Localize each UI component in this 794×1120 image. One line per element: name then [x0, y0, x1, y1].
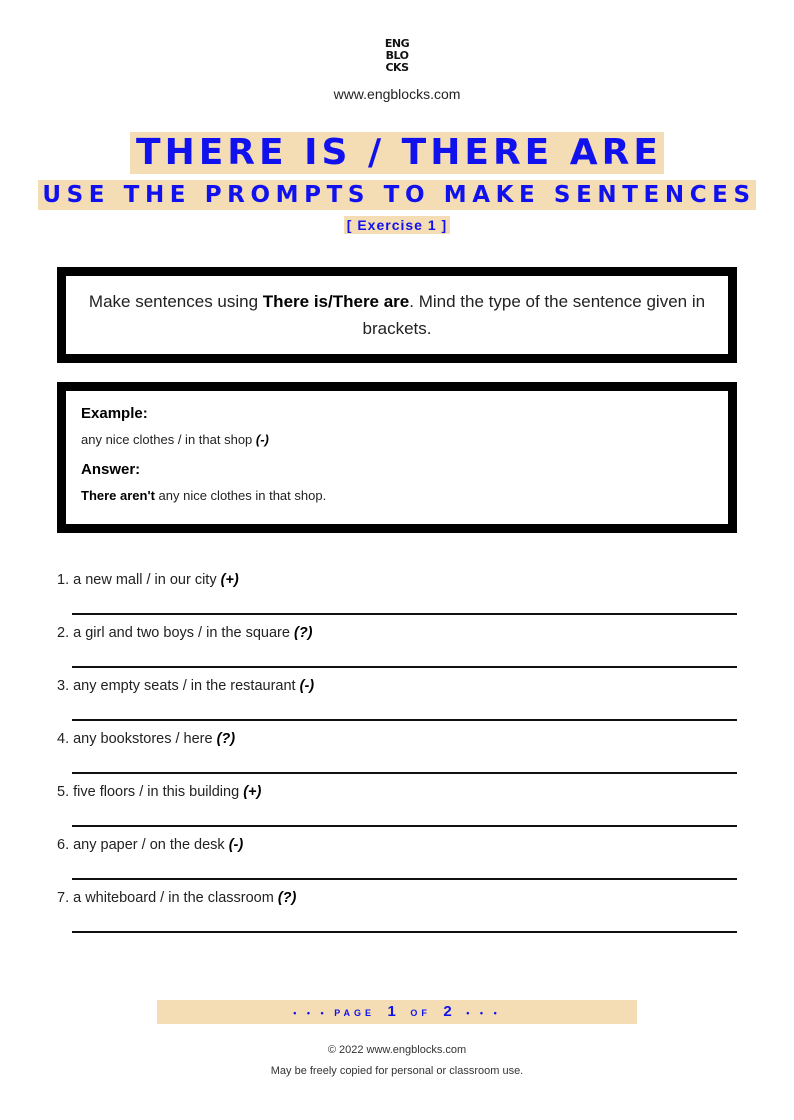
item-prompt: 2. a girl and two boys / in the square	[57, 625, 294, 641]
exercise-label: [ Exercise 1 ]	[344, 216, 450, 234]
page-suffix: • • •	[466, 1008, 501, 1018]
list-item	[57, 874, 737, 927]
instructions-bold: There is/There are	[262, 292, 410, 311]
list-item	[57, 556, 737, 609]
item-mark: (?)	[216, 731, 236, 747]
example-prompt: any nice clothes / in that shop (-)	[81, 432, 269, 447]
usage-note: May be freely copied for personal or classroom use.	[270, 1065, 524, 1077]
list-item	[57, 715, 737, 768]
total-pages: 2	[443, 1003, 454, 1020]
item-prompt: 1. a new mall / in our city	[57, 572, 221, 588]
item-prompt: 5. five floors / in this building	[57, 784, 244, 800]
logo-line-2: BLO	[385, 49, 409, 62]
item-mark: (?)	[277, 890, 297, 906]
worksheet-title: THERE IS / THERE ARE	[130, 132, 664, 174]
item-mark: (-)	[228, 837, 244, 853]
engblocks-logo	[0, 38, 794, 74]
item-prompt: 4. any bookstores / here	[57, 731, 217, 747]
page-indicator	[157, 1000, 637, 1024]
item-mark: (+)	[220, 572, 239, 588]
list-item	[57, 768, 737, 821]
instructions-text: Make sentences using There is/There are. Mind the type of the sentence given in brackets.	[88, 292, 706, 338]
example-answer: There aren't any nice clothes in that shop.	[81, 488, 327, 503]
exercise-items	[57, 556, 737, 927]
example-heading: Example:	[81, 405, 148, 422]
answer-heading: Answer:	[81, 461, 141, 478]
instructions-box	[57, 267, 737, 363]
list-item	[57, 609, 737, 662]
example-box	[57, 382, 737, 533]
site-url[interactable]: www.engblocks.com	[333, 86, 461, 102]
item-prompt: 7. a whiteboard / in the classroom	[57, 890, 278, 906]
item-prompt: 6. any paper / on the desk	[57, 837, 229, 853]
page-prefix: • • • PAGE	[293, 1008, 376, 1018]
page-of: OF	[410, 1008, 431, 1018]
copyright-text: © 2022 www.engblocks.com	[327, 1044, 467, 1056]
list-item	[57, 821, 737, 874]
example-mark: (-)	[255, 432, 269, 447]
item-mark: (?)	[293, 625, 313, 641]
answer-line[interactable]	[72, 931, 737, 933]
item-mark: (+)	[243, 784, 262, 800]
current-page: 1	[387, 1003, 398, 1020]
worksheet-subtitle: USE THE PROMPTS TO MAKE SENTENCES	[38, 180, 755, 210]
list-item	[57, 662, 737, 715]
item-prompt: 3. any empty seats / in the restaurant	[57, 678, 300, 694]
logo-line-3: CKS	[385, 61, 409, 74]
logo-line-1: ENG	[384, 37, 410, 50]
item-mark: (-)	[299, 678, 315, 694]
